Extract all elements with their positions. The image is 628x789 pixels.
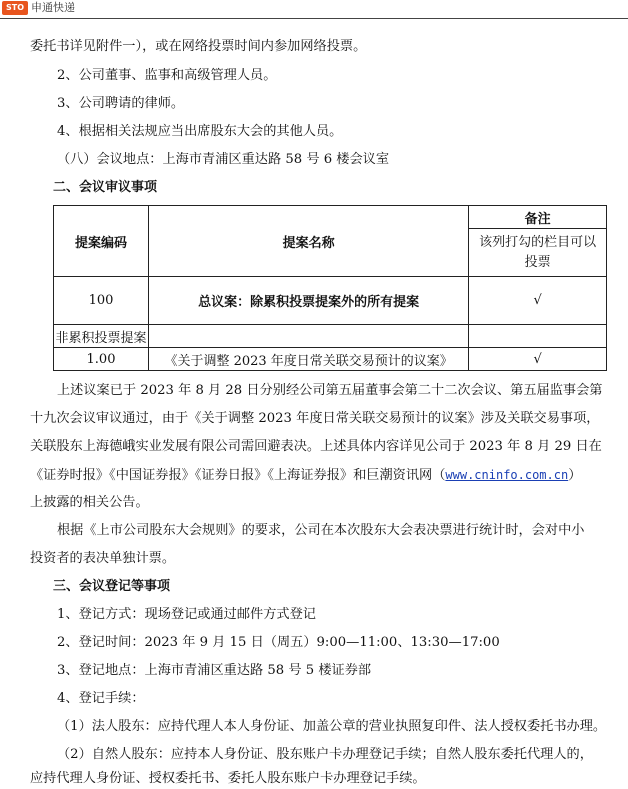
row-name: 总议案：除累积投票提案外的所有提案	[148, 277, 468, 325]
paragraph: 3、登记地点：上海市青浦区重达路 58 号 5 楼证券部	[57, 663, 372, 678]
paragraph: （2）自然人股东：应持本人身份证、股东账户卡办理登记手续；自然人股东委托代理人的，	[57, 747, 593, 762]
paragraph: 投资者的表决单独计票。	[30, 551, 176, 566]
section-heading: 三、会议登记等事项	[53, 579, 171, 594]
section-heading: 二、会议审议事项	[53, 180, 158, 195]
paragraph: 《证券时报》《中国证券报》《证券日报》《上海证券报》和巨潮资讯网（www.cninfo.com.cn）	[30, 468, 582, 483]
paragraph: 十九次会议审议通过，由于《关于调整 2023 年度日常关联交易预计的议案》涉及关联交易事项，	[30, 411, 600, 426]
paragraph: 上述议案已于 2023 年 8 月 28 日分别经公司第五届董事会第二十二次会议、第五届监事会第	[57, 383, 603, 398]
cninfo-link[interactable]: www.cninfo.com.cn	[445, 468, 569, 482]
paragraph: 根据《上市公司股东大会规则》的要求，公司在本次股东大会表决票进行统计时，会对中小	[57, 523, 585, 538]
paragraph: （八）会议地点：上海市青浦区重达路 58 号 6 楼会议室	[57, 152, 390, 167]
row-category: 非累积投票提案	[54, 325, 149, 348]
header-name: 提案名称	[148, 206, 468, 277]
paragraph: 3、公司聘请的律师。	[57, 96, 185, 111]
row-mark: √	[469, 277, 607, 325]
header-code: 提案编码	[54, 206, 149, 277]
row-code: 100	[54, 277, 149, 325]
company-name: 申通快递	[31, 1, 75, 14]
paragraph: 2、登记时间：2023 年 9 月 15 日（周五）9:00—11:00、13:30—17:00	[57, 635, 500, 650]
paragraph: （1）法人股东：应持代理人本人身份证、加盖公章的营业执照复印件、法人授权委托书办理。	[57, 719, 607, 734]
paragraph: 2、公司董事、监事和高级管理人员。	[57, 68, 277, 83]
row-mark: √	[469, 348, 607, 371]
paragraph: 关联股东上海德峨实业发展有限公司需回避表决。上述具体内容详见公司于 2023 年 8 月 29 日在	[30, 439, 602, 454]
paragraph: 委托书详见附件一），或在网络投票时间内参加网络投票。	[30, 39, 367, 54]
sto-logo-icon: STO	[2, 1, 28, 15]
row-code: 1.00	[54, 348, 149, 371]
header-note-sub: 该列打勾的栏目可以 投票	[469, 229, 607, 277]
paragraph: 4、根据相关法规应当出席股东大会的其他人员。	[57, 124, 343, 139]
paragraph: 4、登记手续：	[57, 691, 145, 706]
proposal-table	[53, 205, 607, 371]
paragraph: 1、登记方式：现场登记或通过邮件方式登记	[57, 607, 316, 622]
header-note: 备注	[469, 206, 607, 229]
page-header	[0, 0, 628, 19]
paragraph: 上披露的相关公告。	[30, 495, 149, 510]
row-name: 《关于调整 2023 年度日常关联交易预计的议案》	[148, 348, 468, 371]
paragraph: 应持代理人身份证、授权委托书、委托人股东账户卡办理登记手续。	[30, 771, 426, 786]
